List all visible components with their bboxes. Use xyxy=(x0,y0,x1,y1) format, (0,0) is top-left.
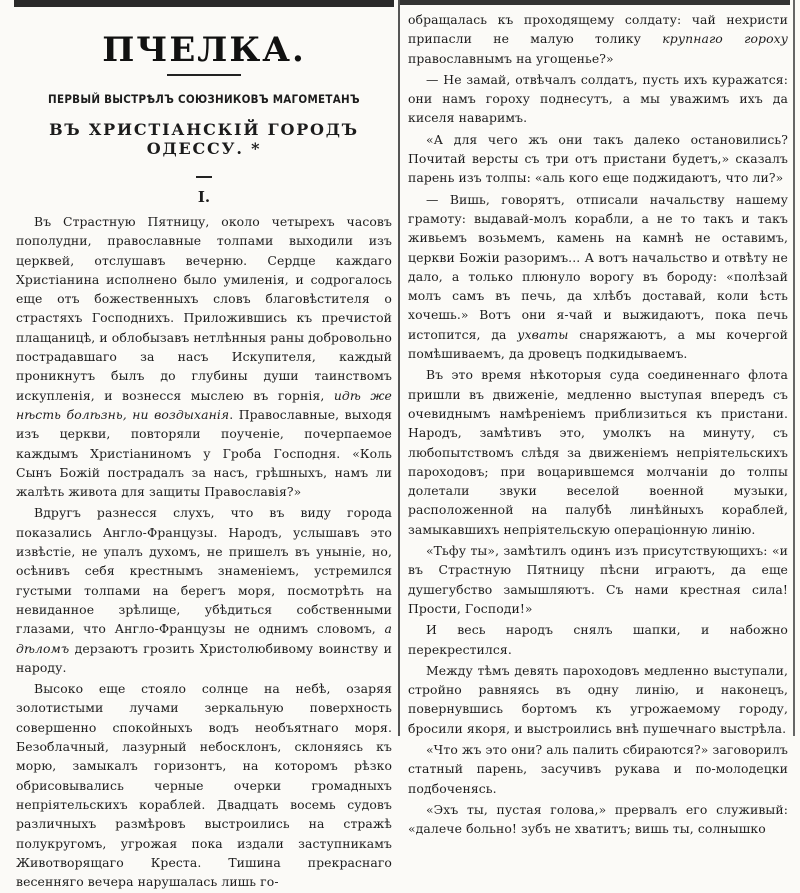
article-headline-main: ВЪ ХРИСТІАНСКІЙ ГОРОДЪ ОДЕССУ. * xyxy=(49,120,359,158)
paragraph: «Тьфу ты», замѣтилъ одинъ изъ присутствующихъ: «и въ Страстную Пятницу пѣсни играютъ, да еще душегубство замышляютъ. Съ нами крестная сила! Прости, Господи!» xyxy=(408,543,788,616)
column-divider xyxy=(398,0,400,736)
paragraph: — Вишь, говорятъ, отписали начальству нашему грамоту: выдавай-молъ корабли, а не то такъ и такъ живьемъ возьмемъ, камень на камнѣ не оставимъ, церкви Божіи разоримъ... А вотъ начальство и отвѣту не дало, а только плюнуло ворогу въ бороду: «полѣзай молъ самъ въ печь, да хлѣбъ доставай, коли ѣсть хочешь.» Вотъ они я-чай и выжидаютъ, пока печь истопится, да ухваты снаряжаютъ, а мы кочергой помѣшиваемъ, да дровецъ подкидываемъ. xyxy=(408,191,788,362)
paragraph: Вдругъ разнесся слухъ, что въ виду города показались Англо-Французы. Народъ, услышавъ это извѣстіе, не упалъ духомъ, не пришелъ въ уныніе, но, осѣнивъ себя крестнымъ знаменіемъ, устремился густыми толпами на берегъ моря, посмотрѣть на невиданное зрѣлище, убѣдиться собственными глазами, что Англо-Французы не однимъ словомъ, а дѣломъ дерзаютъ грозить Христолюбивому воинству и народу. xyxy=(16,505,392,675)
right-border xyxy=(793,0,795,736)
paragraph: Высоко еще стояло солнце на небѣ, озаряя золотистыми лучами зеркальную поверхность совершенно спокойныхъ водъ необъятнаго моря. Безоблачный, лазурный небосклонъ, склоняясь къ морю, замыкалъ горизонтъ, на которомъ рѣзко обрисовывались черные очерки громадныхъ непріятельскихъ кораблей. Двадцать восемь судовъ различныхъ размѣровъ выстроились на стражѣ полукругомъ, угрожая пока издали заступникамъ Животворящаго Креста. Тишина прекраснаго весенняго вечера нарушалась лишь го- xyxy=(16,681,392,890)
article-headline-top: ПЕРВЫЙ ВЫСТРѢЛЪ СОЮЗНИКОВЪ МАГОМЕТАНЪ xyxy=(48,92,360,106)
top-border-right xyxy=(398,0,790,5)
masthead-title: ПЧЕЛКА. xyxy=(102,30,306,70)
paragraph: «Что жъ это они? аль палить сбираются?» заговорилъ статный парень, засучивъ рукава и по-молодецки подбоченясь. xyxy=(408,741,788,796)
paragraph: Между тѣмъ девять пароходовъ медленно выступали, стройно равняясь въ одну линію, и наконецъ, повернувшись бортомъ къ угрожаемому городу, бросили якоря, и выстроились внѣ пушечнаго выстрѣла. xyxy=(408,662,788,736)
section-number: I. xyxy=(197,188,211,206)
paragraph: «А для чего жъ они такъ далеко остановились? Почитай версты съ три отъ пристани будетъ,» сказалъ парень изъ толпы: «аль кого еще поджидаютъ, что ли?» xyxy=(408,131,788,186)
paragraph: обращалась къ проходящему солдату: чай нехристи припасли не малую толику крупнаго гороху православнымъ на угощенье?» xyxy=(408,12,788,66)
paragraph: «Эхъ ты, пустая голова,» прервалъ его служивый: «далече больно! зубъ не хватитъ; вишь ты, солнышко xyxy=(408,801,788,837)
masthead-rule xyxy=(167,74,241,76)
paragraph: Въ это время нѣкоторыя суда соединеннаго флота пришли въ движеніе, медленно выступая впередъ съ очевиднымъ намѣреніемъ приблизиться къ пристани. Народъ, замѣтивъ это, умолкъ на минуту, съ любопытствомъ слѣдя за движеніемъ непріятельскихъ пароходовъ; при воцарившемся молчаніи до толпы долетали звуки веселой военной музыки, расположенной на палубѣ линѣйныхъ кораблей, замыкавшихъ непріятельскую операціонную линію. xyxy=(408,367,788,537)
left-column xyxy=(16,0,392,893)
paragraph: И весь народъ снялъ шапки, и набожно перекрестился. xyxy=(408,622,788,657)
right-column xyxy=(408,10,788,840)
paragraph: Въ Страстную Пятницу, около четырехъ часовъ пополудни, православные толпами выходили изъ церквей, отслушавъ вечерню. Сердце каждаго Христіанина исполнено было умиленія, и содрогалось еще отъ божественныхъ словъ благовѣстителя о страстяхъ Господнихъ. Приложившись къ пречистой плащаницѣ, и облобызавъ нетлѣнныя раны добровольно пострадавшаго за насъ Искупителя, каждый проникнутъ былъ до глубины души таинствомъ искупленія, и вознесся мыслею въ горнія, идѣ же нѣсть болѣзнь, ни воздыханія. Православные, выходя изъ церкви, повторяли поученіе, почерпаемое каждымъ Христіаниномъ у Гроба Господня. «Коль Сынъ Божій пострадалъ за насъ, грѣшныхъ, намъ ли жалѣть живота для защиты Православія?» xyxy=(16,214,392,500)
section-rule xyxy=(196,176,212,178)
paragraph: — Не замай, отвѣчалъ солдатъ, пусть ихъ куражатся: они намъ гороху поднесутъ, а мы уважимъ ихъ да киселя наваримъ. xyxy=(408,71,788,126)
